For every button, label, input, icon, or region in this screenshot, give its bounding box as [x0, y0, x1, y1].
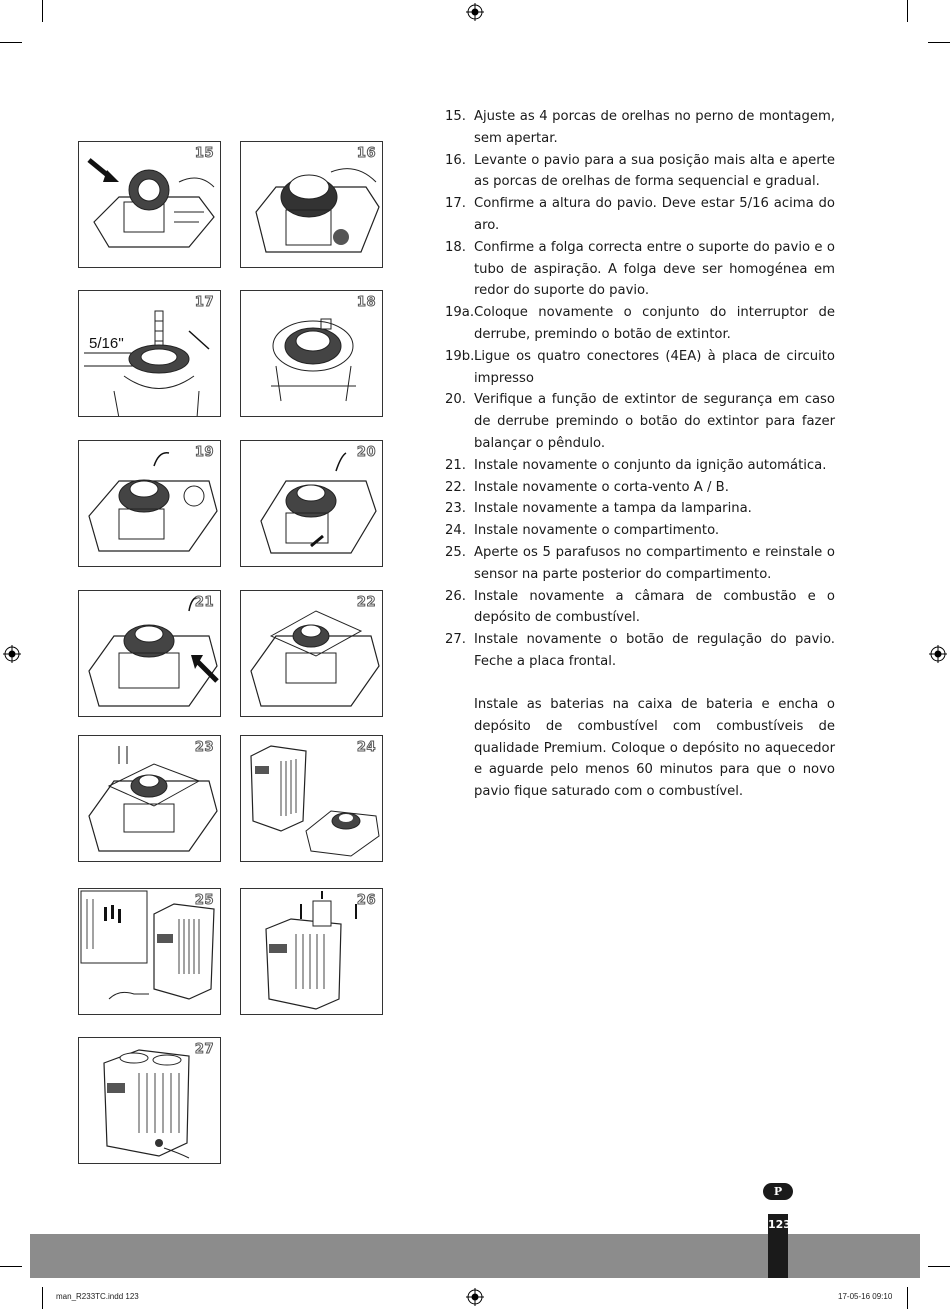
figure-16: [240, 141, 383, 268]
instruction-step: [445, 477, 835, 499]
crop-mark: [42, 1287, 43, 1309]
step-number: 19b.: [445, 348, 475, 364]
figure-number: 20: [356, 445, 376, 460]
instruction-step: [445, 586, 835, 630]
step-number: 20.: [445, 392, 466, 408]
crop-mark: [42, 0, 43, 22]
step-text: Coloque novamente o conjunto do interruptor de derrube, premindo o botão de extintor.: [474, 305, 835, 342]
crop-mark: [907, 0, 908, 22]
figure-number: 24: [356, 740, 376, 755]
instruction-list: [445, 106, 835, 673]
step-text: Instale novamente o compartimento.: [474, 523, 720, 539]
figure-23: [78, 735, 221, 862]
crop-mark: [928, 42, 950, 43]
instruction-step: [445, 629, 835, 673]
figure-number: 18: [356, 295, 376, 310]
step-text: Confirme a folga correcta entre o suporte do pavio e o tubo de aspiração. A folga deve ser homogénea em redor do suporte do pavio.: [474, 239, 835, 299]
step-text: Instale novamente o corta-vento A / B.: [474, 479, 729, 495]
step-number: 16.: [445, 152, 466, 168]
figure-25: [78, 888, 221, 1015]
step-number: 26.: [445, 588, 466, 604]
registration-mark-icon: [466, 3, 484, 21]
instruction-step: [445, 106, 835, 150]
step-number: 21.: [445, 457, 466, 473]
figure-26: [240, 888, 383, 1015]
figure-number: 22: [356, 595, 376, 610]
instruction-step: [445, 150, 835, 194]
figure-21: [78, 590, 221, 717]
instruction-step: [445, 346, 835, 390]
step-number: 27.: [445, 632, 466, 648]
instruction-step: [445, 498, 835, 520]
step-number: 19a.: [445, 305, 475, 321]
step-text: Instale novamente o botão de regulação do pavio. Feche a placa frontal.: [474, 632, 835, 669]
step-text: Ajuste as 4 porcas de orelhas no perno de montagem, sem apertar.: [474, 109, 835, 146]
figure-number: 16: [356, 146, 376, 161]
instruction-step: [445, 302, 835, 346]
figure-number: 27: [194, 1042, 214, 1057]
figure-17: [78, 290, 221, 417]
figure-20: [240, 440, 383, 567]
slug-filename: man_R233TC.indd 123: [56, 1292, 139, 1301]
figure-number: 26: [356, 893, 376, 908]
figure-22: [240, 590, 383, 717]
measurement-label: 5/16'': [89, 335, 124, 352]
instruction-step: [445, 520, 835, 542]
step-number: 25.: [445, 544, 466, 560]
language-badge: P: [763, 1183, 793, 1200]
instruction-step: [445, 237, 835, 302]
crop-mark: [0, 42, 22, 43]
step-text: Verifique a função de extintor de segurança em caso de derrube premindo o botão do extintor para fazer balançar o pêndulo.: [474, 392, 835, 451]
figure-number: 15: [194, 146, 214, 161]
slug-timestamp: 17-05-16 09:10: [838, 1292, 893, 1301]
figure-number: 25: [194, 893, 214, 908]
step-text: Ligue os quatro conectores (4EA) à placa de circuito impresso: [474, 348, 835, 386]
page-number: 123: [768, 1218, 791, 1231]
registration-mark-icon: [3, 645, 21, 663]
crop-mark: [907, 1287, 908, 1309]
step-text: Confirme a altura do pavio. Deve estar 5/16 acima do aro.: [474, 196, 835, 233]
crop-mark: [928, 1266, 950, 1267]
figure-number: 21: [194, 595, 214, 610]
figure-24: [240, 735, 383, 862]
step-text: Instale novamente a câmara de combustão e o depósito de combustível.: [474, 588, 835, 626]
figure-number: 17: [194, 295, 214, 310]
step-text: Instale novamente o conjunto da ignição automática.: [474, 457, 827, 473]
instruction-step: [445, 389, 835, 454]
crop-mark: [0, 1266, 22, 1267]
step-number: 22.: [445, 479, 466, 495]
instruction-step: [445, 542, 835, 586]
step-text: Aperte os 5 parafusos no compartimento e reinstale o sensor na parte posterior do compartimento.: [474, 544, 835, 582]
figure-number: 23: [194, 740, 214, 755]
registration-mark-icon: [929, 645, 947, 663]
figure-number: 19: [194, 445, 214, 460]
step-number: 15.: [445, 109, 466, 124]
step-number: 24.: [445, 523, 466, 539]
step-number: 23.: [445, 501, 466, 517]
step-number: 18.: [445, 239, 466, 255]
final-instructions-paragraph: Instale as baterias na caixa de bateria e encha o depósito de combustível com combustíveis de qualidade Premium. Coloque o depósito no aquecedor e aguarde pelo menos 60 minutos para que o novo pavio fique saturado com o combustível.: [474, 697, 835, 800]
figure-18: [240, 290, 383, 417]
step-text: Levante o pavio para a sua posição mais alta e aperte as porcas de orelhas de forma sequencial e gradual.: [474, 152, 835, 190]
registration-mark-icon: [466, 1288, 484, 1306]
step-text: Instale novamente a tampa da lamparina.: [474, 501, 752, 517]
instruction-step: [445, 455, 835, 477]
step-number: 17.: [445, 196, 466, 212]
instruction-step: [445, 193, 835, 237]
figure-15: [78, 141, 221, 268]
figure-19: [78, 440, 221, 567]
figure-27: [78, 1037, 221, 1164]
